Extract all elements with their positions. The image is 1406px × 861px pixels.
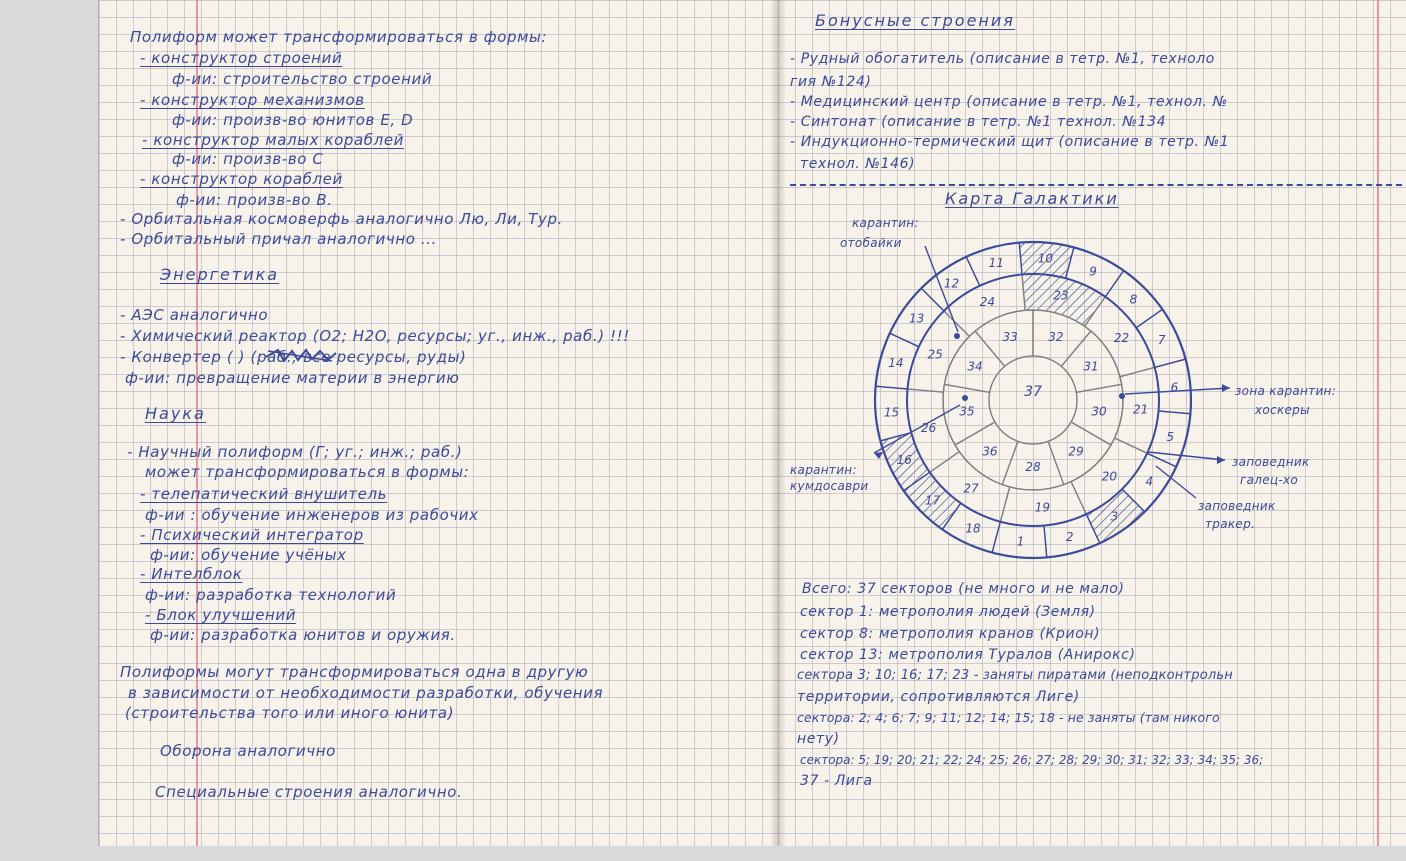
section-heading: Бонусные строения <box>815 11 1015 30</box>
sector-label: 14 <box>888 356 904 371</box>
text-line: ф-ии: строительство строений <box>172 70 433 88</box>
text-line: нету) <box>797 731 840 747</box>
text-line: сектор 13: метрополия Туралов (Анирокс) <box>800 647 1136 663</box>
notebook-spine <box>770 0 786 846</box>
text-line: в зависимости от необходимости разработки, обучения <box>128 684 604 702</box>
text-line: - Блок улучшений <box>145 606 297 624</box>
sector-label: 31 <box>1083 359 1099 374</box>
text-line: - АЭС аналогично <box>120 306 269 324</box>
sector-label: 24 <box>979 295 995 310</box>
text-line: сектор 8: метрополия кранов (Крион) <box>800 626 1101 642</box>
text-line: ф-ии: обучение учёных <box>150 546 347 564</box>
galaxy-map <box>860 240 1200 560</box>
text-line: Полиформ может трансформироваться в формы: <box>130 28 548 46</box>
map-annotation: заповедник <box>1232 455 1310 469</box>
sector-label: 29 <box>1068 444 1084 459</box>
sector-label: 12 <box>943 276 960 291</box>
text-line: ф-ии: разработка юнитов и оружия. <box>150 626 456 644</box>
text-line: - телепатический внушитель <box>140 485 388 503</box>
sector-label: 20 <box>1101 469 1118 484</box>
sector-label: 8 <box>1129 292 1138 307</box>
text-line: - Интелблок <box>140 565 243 583</box>
text-line: Специальные строения аналогично. <box>155 783 463 801</box>
sector-label: 16 <box>896 453 912 468</box>
section-heading: Энергетика <box>160 265 280 284</box>
text-line: - Медицинский центр (описание в тетр. №1, технол. № <box>790 94 1228 110</box>
map-title: Карта Галактики <box>945 189 1119 208</box>
text-line: - конструктор строений <box>140 49 343 67</box>
map-annotation: галец-хо <box>1240 473 1299 487</box>
sector-label: 33 <box>1002 330 1018 345</box>
sector-label: 10 <box>1037 251 1054 266</box>
text-line: - конструктор механизмов <box>140 91 365 109</box>
sector-label: 23 <box>1053 288 1069 303</box>
section-heading: Наука <box>145 404 206 423</box>
text-line: - Конвертер ( ) (раб.; все ресурсы, руды) <box>120 348 467 366</box>
text-line: сектора: 5; 19; 20; 21; 22; 24; 25; 26; 27; 28; 29; 30; 31; 32; 33; 34; 35; 36; <box>800 753 1264 767</box>
sector-label: 27 <box>963 481 979 496</box>
text-line: ф-ии : обучение инженеров из рабочих <box>145 506 479 524</box>
text-line: ф-ии: превращение материи в энергию <box>125 369 460 387</box>
map-annotation: тракер. <box>1205 517 1256 531</box>
text-line: - Психический интегратор <box>140 526 364 544</box>
text-line: Всего: 37 секторов (не много и не мало) <box>802 581 1125 597</box>
sector-label: 25 <box>927 347 943 362</box>
text-line: - Рудный обогатитель (описание в тетр. №1, техноло <box>790 51 1215 67</box>
sector-label: 21 <box>1132 402 1149 417</box>
sector-label: 36 <box>982 444 998 459</box>
text-line: - Научный полиформ (Г; уг.; инж.; раб.) <box>127 443 463 461</box>
sector-label: 22 <box>1113 331 1130 346</box>
sector-label: 19 <box>1034 500 1051 515</box>
text-line: ф-ии: произв-во С <box>172 150 324 168</box>
text-line: (строительства того или иного юнита) <box>125 704 455 722</box>
sector-label: 5 <box>1166 429 1174 444</box>
map-annotation: карантин: <box>852 216 919 230</box>
map-annotation: карантин: <box>790 463 857 477</box>
text-line: - Индукционно-термический щит (описание в тетр. №1 <box>790 134 1230 150</box>
sector-label: 2 <box>1065 530 1074 545</box>
text-line: - Орбитальный причал аналогично ... <box>120 230 438 248</box>
text-line: 37 - Лига <box>800 773 873 789</box>
text-line: сектора 3; 10; 16; 17; 23 - заняты пиратами (неподконтрольн <box>797 668 1233 683</box>
sector-label: 34 <box>967 359 983 374</box>
text-line: ф-ии: произв-во юнитов E, D <box>172 111 414 129</box>
sector-label: 30 <box>1091 404 1107 419</box>
sector-label: 32 <box>1048 330 1064 345</box>
sector-label: 17 <box>924 493 941 508</box>
text-line: территории, сопротивляются Лиге) <box>797 689 1080 705</box>
sector-label: 13 <box>909 311 925 326</box>
sector-label: 18 <box>965 521 981 536</box>
text-line: - конструктор кораблей <box>140 170 343 188</box>
text-line: может трансформироваться в формы: <box>145 463 470 481</box>
sector-label: 1 <box>1016 534 1025 549</box>
sector-label: 9 <box>1089 264 1097 279</box>
text-line: Оборона аналогично <box>160 742 336 760</box>
sector-label: 3 <box>1110 509 1119 524</box>
sector-label: 26 <box>921 420 937 435</box>
text-line: - конструктор малых кораблей <box>142 131 405 149</box>
map-annotation: отобайки <box>840 236 902 250</box>
sector-label: 28 <box>1025 460 1041 474</box>
sector-label: 37 <box>1024 384 1042 400</box>
map-annotation: кумдосаври <box>790 479 869 493</box>
sector-label: 6 <box>1170 380 1179 395</box>
text-line: - Орбитальная космоверфь аналогично Лю, Ли, Тур. <box>120 210 563 228</box>
sector-label: 4 <box>1145 474 1154 489</box>
dashed-divider <box>790 184 1402 186</box>
sector-label: 15 <box>883 405 900 420</box>
right-margin-line <box>1377 0 1379 846</box>
sector-label: 11 <box>988 255 1004 270</box>
text-line: Полиформы могут трансформироваться одна в другую <box>120 663 589 681</box>
text-line: ф-ии: произв-во В. <box>176 191 333 209</box>
map-annotation: заповедник <box>1198 499 1276 513</box>
map-annotation: хоскеры <box>1255 403 1310 417</box>
text-line: - Синтонат (описание в тетр. №1 технол. №134 <box>790 114 1167 130</box>
map-annotation: зона карантин: <box>1235 384 1337 398</box>
sector-label: 7 <box>1157 332 1166 347</box>
text-line: сектор 1: метрополия людей (Земля) <box>800 604 1096 620</box>
text-line: ф-ии: разработка технологий <box>145 586 397 604</box>
sector-label: 35 <box>959 404 975 419</box>
scribble-mark <box>262 345 342 367</box>
text-line: гия №124) <box>790 74 872 90</box>
text-line: - Химический реактор (O2; H2O, ресурсы; уг., инж., раб.) !!! <box>120 327 630 345</box>
text-line: сектора: 2; 4; 6; 7; 9; 11; 12; 14; 15; 18 - не заняты (там никого <box>797 710 1220 725</box>
text-line: технол. №146) <box>800 156 916 172</box>
